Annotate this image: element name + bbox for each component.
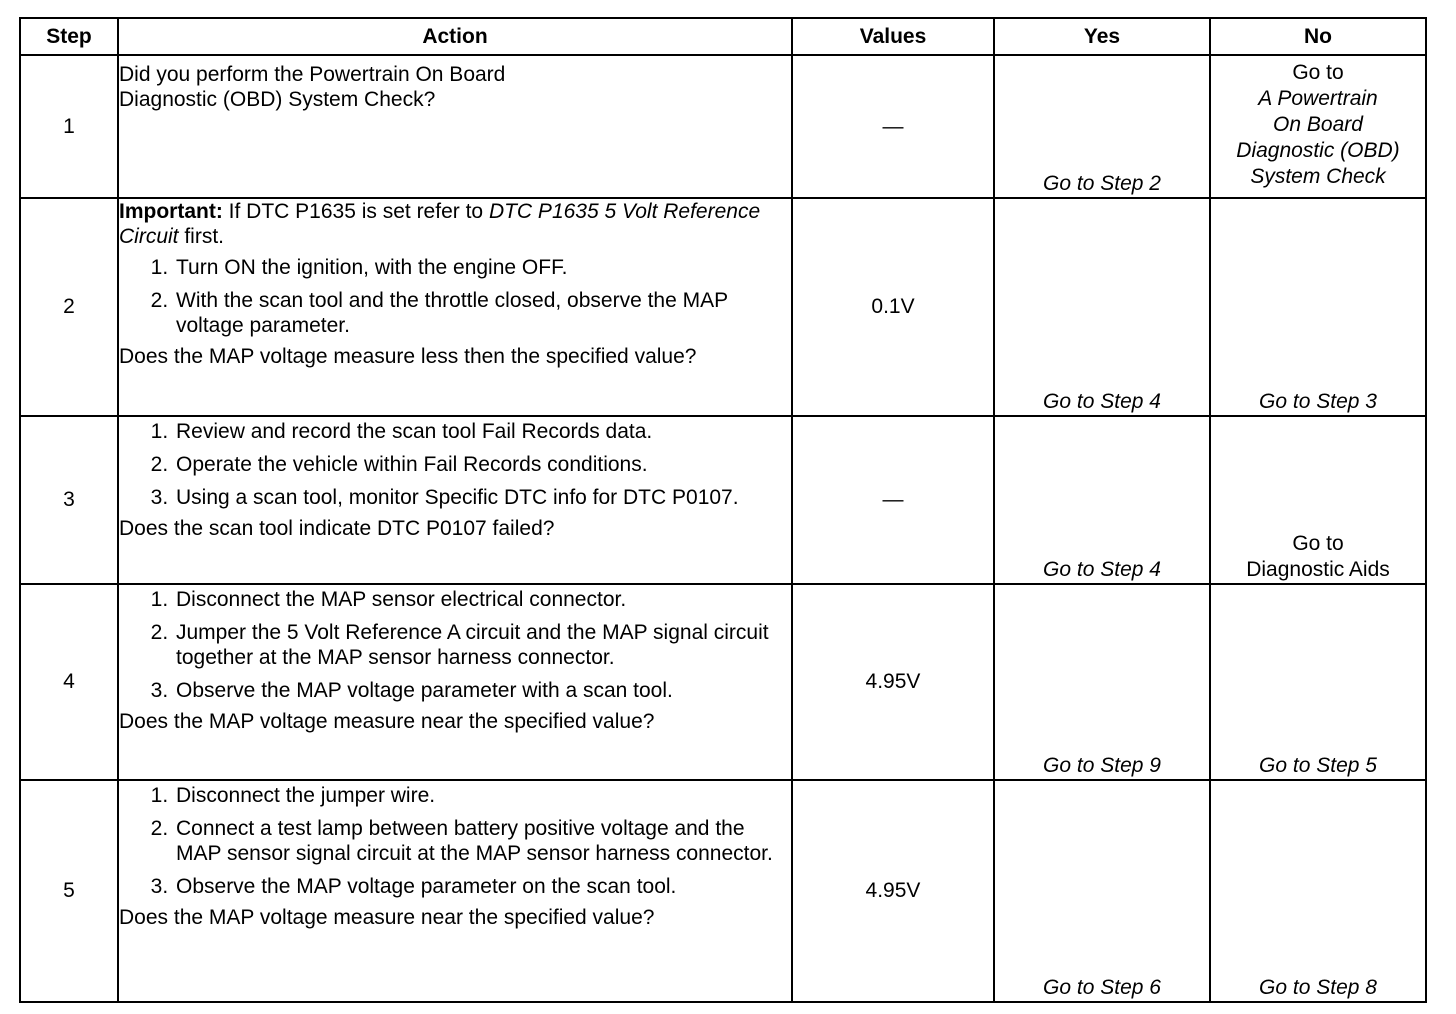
no-line: A Powertrain	[1258, 87, 1378, 110]
important-text: first.	[178, 225, 225, 248]
step-number: 1	[20, 55, 118, 198]
table-row	[20, 198, 1426, 416]
value-cell: 0.1V	[792, 198, 994, 416]
table-row	[20, 416, 1426, 584]
procedure-step: 2. Jumper the 5 Volt Reference A circuit and the MAP signal circuit together at the MAP sensor harness connector.	[174, 620, 791, 670]
action-cell	[118, 780, 792, 1002]
diagnostic-table	[19, 17, 1427, 1003]
procedure-step: 3. Using a scan tool, monitor Specific DTC info for DTC P0107.	[174, 485, 791, 510]
question-text: Does the MAP voltage measure near the specified value?	[119, 710, 655, 733]
question-line: Did you perform the Powertrain On Board	[119, 63, 506, 86]
header-values: Values	[792, 18, 994, 55]
important-label: Important:	[119, 200, 223, 223]
no-line: System Check	[1250, 165, 1386, 188]
action-cell	[118, 198, 792, 416]
procedure-list	[119, 587, 791, 703]
step-number: 3	[20, 416, 118, 584]
procedure-step: 2. With the scan tool and the throttle closed, observe the MAP voltage parameter.	[174, 288, 791, 338]
procedure-step: 1. Turn ON the ignition, with the engine OFF.	[174, 255, 791, 280]
yes-link[interactable]: Go to Step 4	[994, 198, 1210, 416]
action-cell	[118, 584, 792, 780]
step-number: 2	[20, 198, 118, 416]
important-reference: DTC P1635 5 Volt Reference Circuit	[119, 200, 761, 248]
table-row	[20, 55, 1426, 198]
no-link[interactable]	[1210, 416, 1426, 584]
header-row	[20, 18, 1426, 55]
procedure-list	[119, 783, 791, 899]
header-yes: Yes	[994, 18, 1210, 55]
value-cell: —	[792, 416, 994, 584]
question-text: Does the scan tool indicate DTC P0107 failed?	[119, 517, 555, 540]
no-link[interactable]: Go to Step 3	[1210, 198, 1426, 416]
yes-link[interactable]: Go to Step 4	[994, 416, 1210, 584]
no-line: On Board	[1273, 113, 1363, 136]
question-text: Does the MAP voltage measure near the specified value?	[119, 906, 655, 929]
procedure-step: 2. Operate the vehicle within Fail Records conditions.	[174, 452, 791, 477]
table-row	[20, 780, 1426, 1002]
no-link[interactable]: Go to Step 5	[1210, 584, 1426, 780]
procedure-step: 3. Observe the MAP voltage parameter on the scan tool.	[174, 874, 791, 899]
step-number: 4	[20, 584, 118, 780]
question-text: Does the MAP voltage measure less then the specified value?	[119, 345, 697, 368]
header-step: Step	[20, 18, 118, 55]
no-link[interactable]: Go to Step 8	[1210, 780, 1426, 1002]
header-action: Action	[118, 18, 792, 55]
procedure-list	[119, 419, 791, 510]
no-line: Go to	[1292, 532, 1344, 555]
important-text: If DTC P1635 is set refer to	[222, 200, 489, 223]
table-row	[20, 584, 1426, 780]
step-number: 5	[20, 780, 118, 1002]
procedure-step: 3. Observe the MAP voltage parameter with a scan tool.	[174, 678, 791, 703]
no-line: Diagnostic (OBD)	[1236, 139, 1400, 162]
no-line: Diagnostic Aids	[1246, 558, 1390, 581]
yes-link[interactable]: Go to Step 2	[994, 55, 1210, 198]
procedure-step: 1. Disconnect the jumper wire.	[174, 783, 791, 808]
procedure-list	[119, 255, 791, 338]
procedure-step: 2. Connect a test lamp between battery positive voltage and the MAP sensor signal circuit at the MAP sensor harness connector.	[174, 816, 791, 866]
no-link[interactable]	[1210, 55, 1426, 198]
header-no: No	[1210, 18, 1426, 55]
value-cell: 4.95V	[792, 584, 994, 780]
action-cell	[118, 416, 792, 584]
action-cell	[118, 55, 792, 198]
procedure-step: 1. Disconnect the MAP sensor electrical connector.	[174, 587, 791, 612]
yes-link[interactable]: Go to Step 9	[994, 584, 1210, 780]
value-cell: 4.95V	[792, 780, 994, 1002]
procedure-step: 1. Review and record the scan tool Fail Records data.	[174, 419, 791, 444]
question-line: Diagnostic (OBD) System Check?	[119, 88, 436, 111]
value-cell: —	[792, 55, 994, 198]
yes-link[interactable]: Go to Step 6	[994, 780, 1210, 1002]
important-note	[119, 199, 791, 249]
no-line: Go to	[1292, 61, 1344, 84]
